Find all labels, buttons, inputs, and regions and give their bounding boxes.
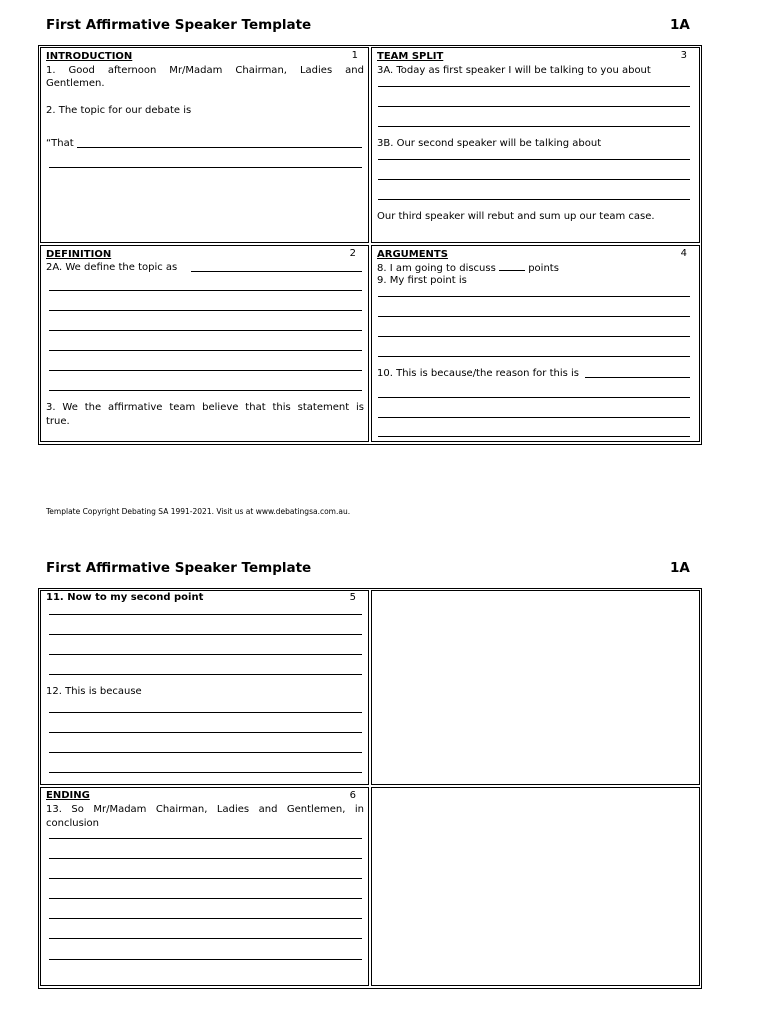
topic-prompt: 2. The topic for our debate is: [46, 105, 192, 116]
define-prompt: 2A. We define the topic as: [46, 262, 178, 273]
template-code: 1A: [670, 17, 690, 33]
ending-heading: ENDING: [46, 790, 90, 801]
team-split-number: 3: [680, 50, 687, 61]
answer-line[interactable]: [585, 377, 690, 378]
answer-line[interactable]: [49, 330, 362, 331]
answer-line[interactable]: [49, 838, 362, 839]
blank-box[interactable]: [371, 590, 700, 785]
answer-line[interactable]: [378, 106, 690, 107]
answer-line[interactable]: [49, 390, 362, 391]
answer-line[interactable]: [49, 674, 362, 675]
blank-box[interactable]: [371, 787, 700, 986]
that-prompt: “That: [46, 138, 74, 149]
answer-line[interactable]: [49, 712, 362, 713]
answer-line[interactable]: [49, 959, 362, 960]
belief-statement: 3. We the affirmative team believe that this statement is: [46, 402, 364, 413]
team-split-heading: TEAM SPLIT: [377, 51, 444, 62]
points-count-blank[interactable]: [499, 261, 525, 271]
third-speaker-note: Our third speaker will rebut and sum up our team case.: [377, 211, 655, 222]
reason-prompt: 10. This is because/the reason for this is: [377, 368, 580, 379]
second-speaker-prompt: 3B. Our second speaker will be talking about: [377, 138, 602, 149]
first-speaker-prompt: 3A. Today as first speaker I will be talking to you about: [377, 65, 651, 76]
answer-line[interactable]: [49, 732, 362, 733]
answer-line[interactable]: [49, 878, 362, 879]
answer-line[interactable]: [49, 167, 362, 168]
arguments-box: [371, 245, 700, 442]
answer-line[interactable]: [49, 350, 362, 351]
greeting-line: 1. Good afternoon Mr/Madam Chairman, Ladies and: [46, 65, 364, 76]
definition-box: [40, 245, 369, 442]
answer-line[interactable]: [378, 417, 690, 418]
second-point-box: [40, 590, 369, 785]
template-code: 1A: [670, 560, 690, 576]
second-point-prompt: 11. Now to my second point: [46, 592, 204, 603]
answer-line[interactable]: [378, 336, 690, 337]
answer-line[interactable]: [378, 179, 690, 180]
answer-line[interactable]: [49, 654, 362, 655]
introduction-box: [40, 47, 369, 243]
answer-line[interactable]: [49, 918, 362, 919]
arguments-number: 4: [680, 248, 687, 259]
points-count-prompt: 8. I am going to discuss points: [377, 263, 559, 274]
team-split-box: [371, 47, 700, 243]
answer-line[interactable]: [378, 316, 690, 317]
answer-line[interactable]: [77, 147, 362, 148]
introduction-number: 1: [351, 50, 358, 61]
answer-line[interactable]: [49, 614, 362, 615]
answer-line[interactable]: [378, 397, 690, 398]
conclusion-prompt: 13. So Mr/Madam Chairman, Ladies and Gentlemen, in: [46, 804, 364, 815]
answer-line[interactable]: [49, 310, 362, 311]
greeting-line-end: Gentlemen.: [46, 78, 105, 89]
conclusion-prompt-end: conclusion: [46, 818, 100, 829]
arguments-heading: ARGUMENTS: [377, 249, 448, 260]
ending-number: 6: [349, 790, 356, 801]
because-prompt: 12. This is because: [46, 686, 142, 697]
answer-line[interactable]: [49, 290, 362, 291]
belief-statement-end: true.: [46, 416, 70, 427]
answer-line[interactable]: [49, 752, 362, 753]
answer-line[interactable]: [378, 159, 690, 160]
page-title: First Affirmative Speaker Template: [46, 17, 312, 33]
ending-box: [40, 787, 369, 986]
answer-line[interactable]: [378, 86, 690, 87]
answer-line[interactable]: [49, 938, 362, 939]
answer-line[interactable]: [378, 296, 690, 297]
answer-line[interactable]: [49, 370, 362, 371]
definition-heading: DEFINITION: [46, 249, 112, 260]
answer-line[interactable]: [49, 634, 362, 635]
answer-line[interactable]: [378, 436, 690, 437]
answer-line[interactable]: [378, 199, 690, 200]
answer-line[interactable]: [49, 898, 362, 899]
introduction-heading: INTRODUCTION: [46, 51, 133, 62]
answer-line[interactable]: [378, 126, 690, 127]
copyright-footer: Template Copyright Debating SA 1991-2021. Visit us at www.debatingsa.com.au.: [46, 507, 351, 516]
answer-line[interactable]: [191, 271, 362, 272]
definition-number: 2: [349, 248, 356, 259]
answer-line[interactable]: [49, 772, 362, 773]
answer-line[interactable]: [378, 356, 690, 357]
second-point-number: 5: [349, 592, 356, 603]
answer-line[interactable]: [49, 858, 362, 859]
first-point-prompt: 9. My first point is: [377, 275, 467, 286]
page-title: First Affirmative Speaker Template: [46, 560, 312, 576]
